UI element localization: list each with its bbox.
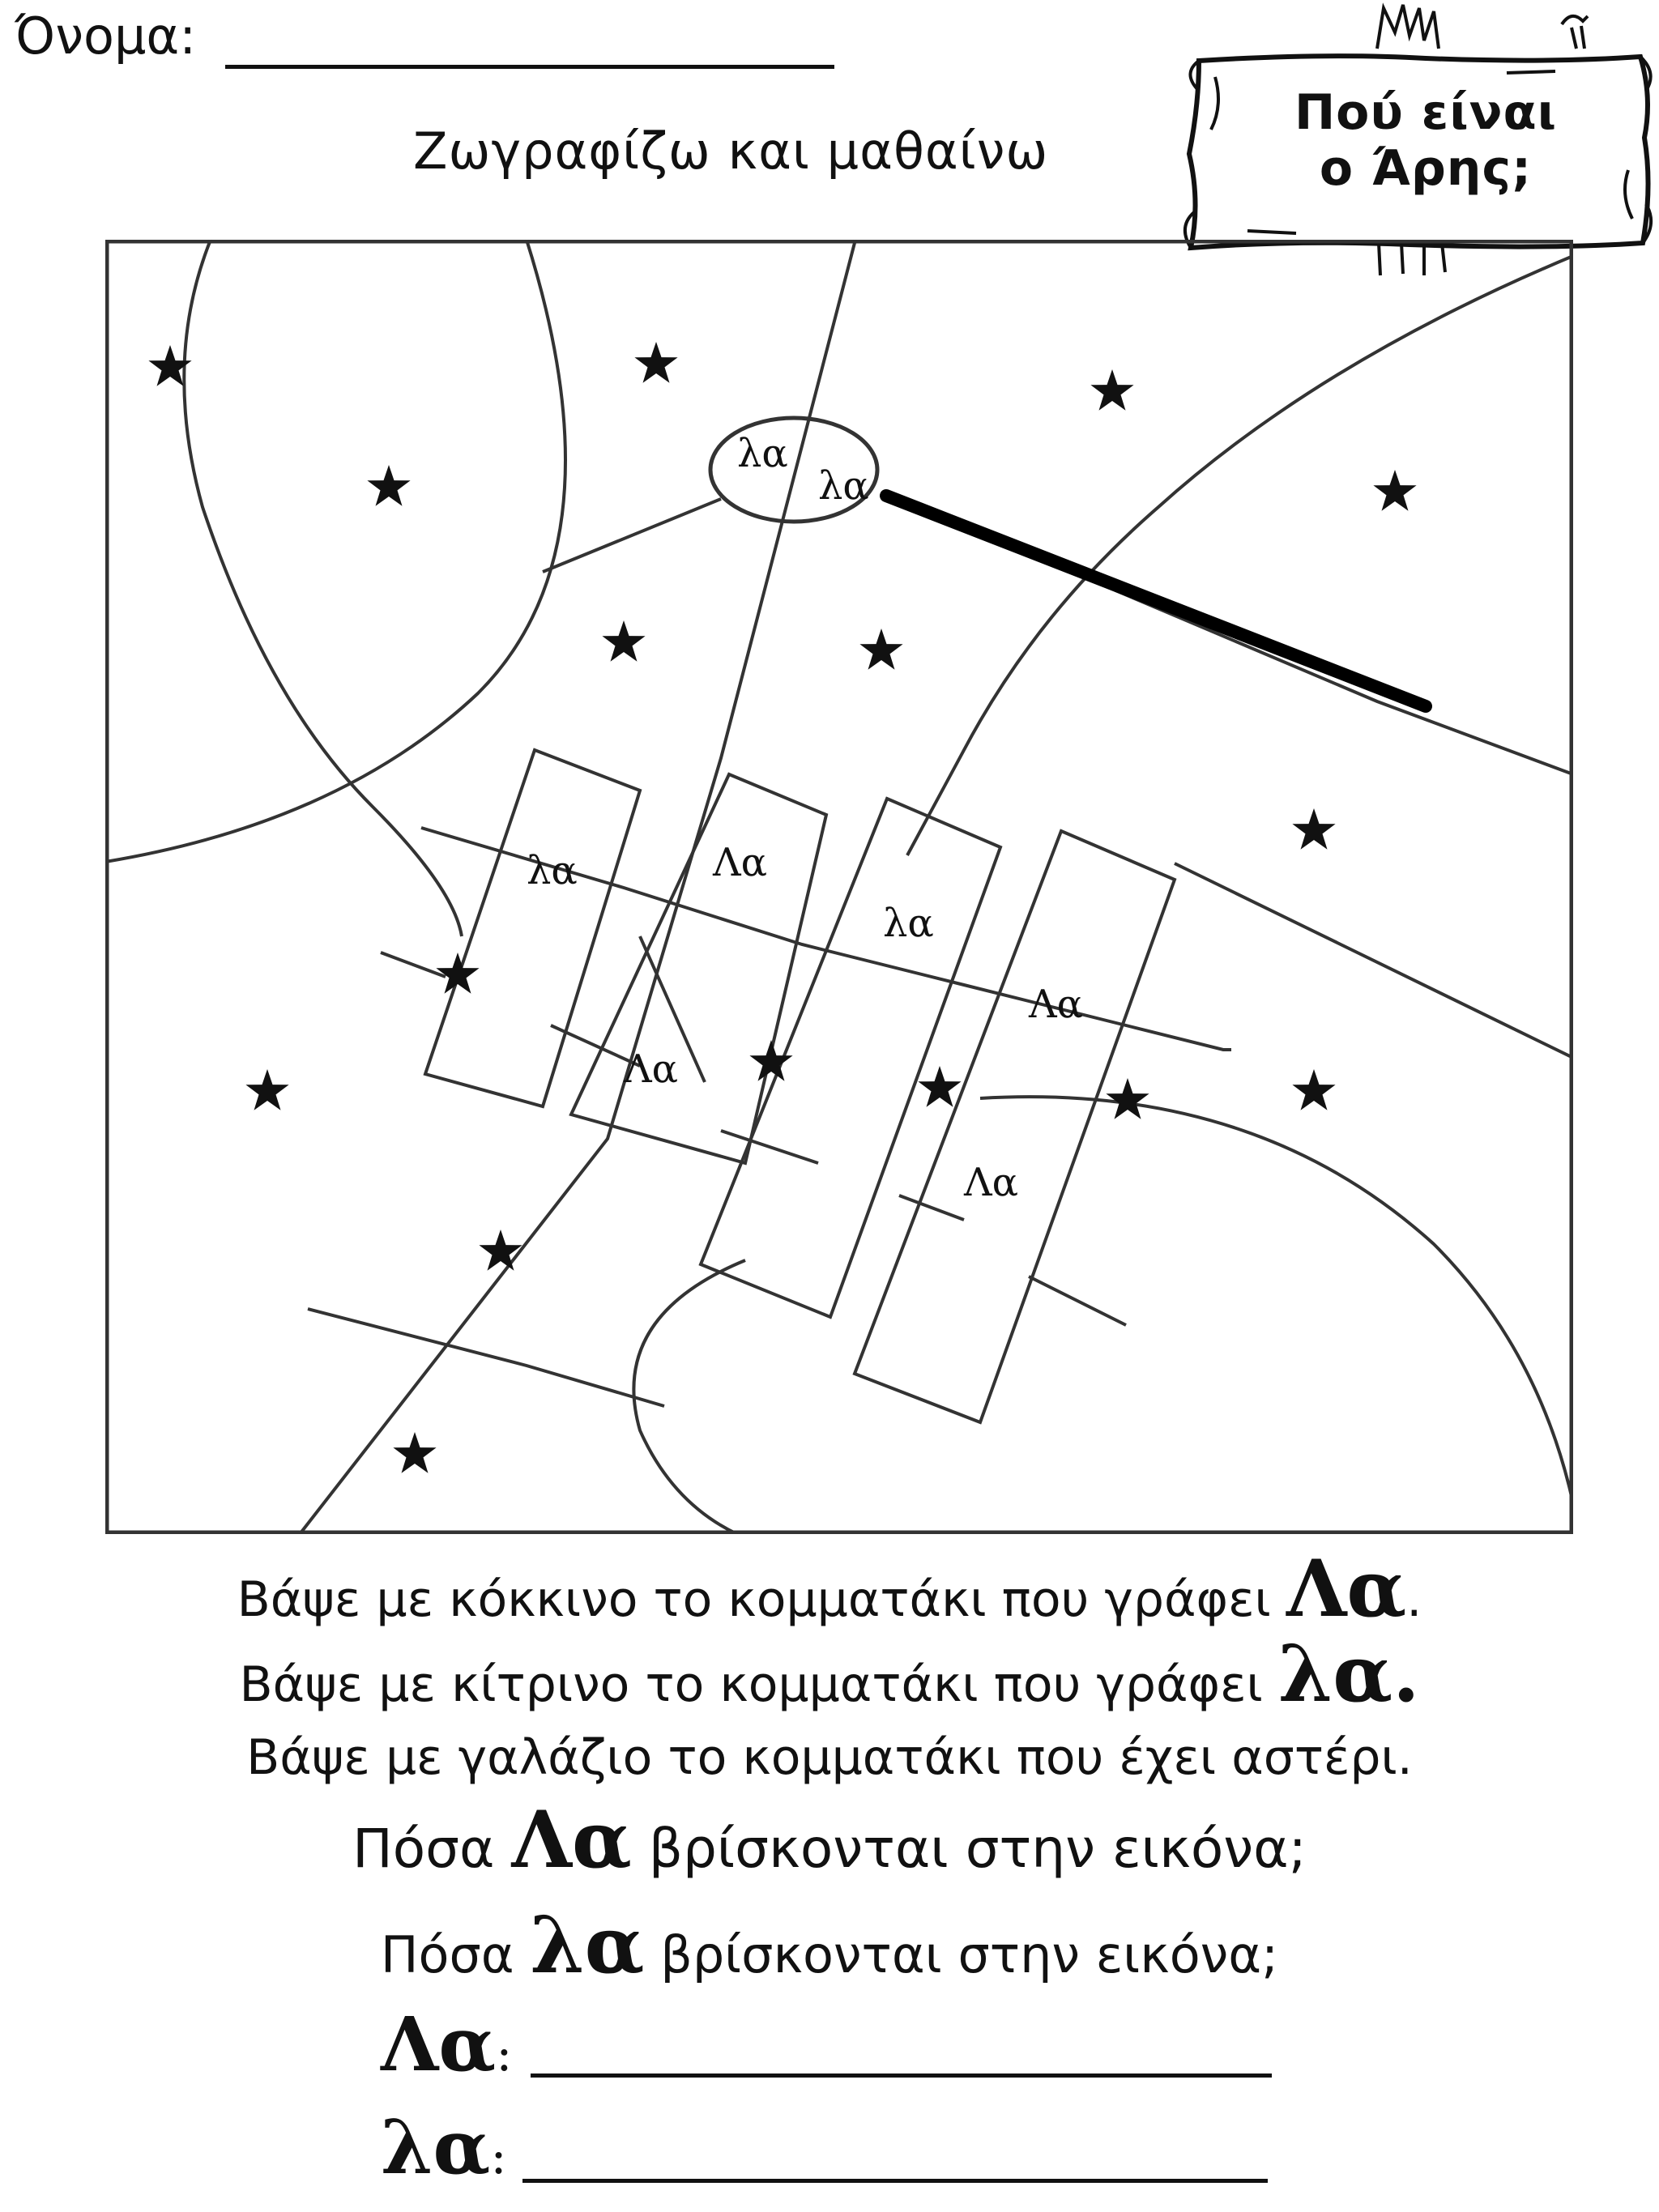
- sign-title: [1280, 85, 1572, 197]
- syllable-big: Λα: [511, 1794, 632, 1886]
- coloring-puzzle[interactable]: [105, 240, 1573, 1534]
- answer-syllable: λα: [381, 2103, 491, 2191]
- instruction-text: Βάψε με κίτρινο το κομματάκι που γράφει: [239, 1656, 1278, 1713]
- name-label: Όνομα:: [15, 6, 197, 66]
- star-icon[interactable]: [602, 620, 645, 662]
- question-small: [0, 1899, 1659, 1991]
- puzzle-label: Λα: [1029, 982, 1084, 1027]
- instruction-end: .: [1406, 1571, 1422, 1628]
- star-icon[interactable]: [367, 465, 410, 506]
- star-icon[interactable]: [479, 1230, 522, 1271]
- question-text: Πόσα: [380, 1925, 531, 1984]
- star-icon[interactable]: [1373, 470, 1416, 511]
- syllable-big: Λα: [1286, 1543, 1407, 1634]
- puzzle-label: λα: [818, 463, 869, 509]
- star-icon[interactable]: [634, 342, 677, 383]
- question-end: βρίσκονται στην εικόνα;: [631, 1818, 1307, 1880]
- instruction-yellow: [0, 1628, 1659, 1720]
- puzzle-label: Λα: [964, 1160, 1019, 1205]
- star-icon[interactable]: [1106, 1078, 1149, 1119]
- answer-small-field[interactable]: [522, 2179, 1268, 2183]
- puzzle-label: Λα: [713, 840, 768, 885]
- instruction-text: Βάψε με γαλάζιο το κομματάκι που έχει αστέρι.: [246, 1729, 1413, 1786]
- answer-syllable: Λα: [381, 2001, 497, 2088]
- star-icon[interactable]: [1292, 1069, 1335, 1110]
- star-icon[interactable]: [859, 629, 902, 670]
- question-text: Πόσα: [352, 1818, 512, 1880]
- answer-small-label: [381, 2103, 507, 2191]
- answer-big-label: [381, 2001, 513, 2088]
- answer-colon: :: [490, 2129, 507, 2185]
- page-subtitle: Ζωγραφίζω και μαθαίνω: [413, 121, 1049, 181]
- syllable-small: λα: [1277, 1628, 1393, 1720]
- puzzle-label: λα: [737, 431, 788, 476]
- star-icon[interactable]: [393, 1432, 436, 1473]
- sign-line-2: ο Άρης;: [1319, 140, 1533, 197]
- instruction-blue: [0, 1729, 1659, 1786]
- star-icon[interactable]: [1090, 369, 1133, 411]
- answer-big-field[interactable]: [531, 2073, 1272, 2078]
- name-field-line[interactable]: [225, 65, 834, 69]
- puzzle-label: λα: [527, 848, 578, 893]
- star-icon[interactable]: [245, 1069, 288, 1110]
- star-icon[interactable]: [918, 1066, 961, 1107]
- question-big: [0, 1794, 1659, 1886]
- star-icon[interactable]: [436, 953, 479, 994]
- instruction-red: [0, 1543, 1659, 1634]
- syllable-small: λα: [530, 1899, 645, 1991]
- sign-line-1: Πού είναι: [1294, 84, 1558, 141]
- puzzle-label: λα: [883, 901, 934, 946]
- answer-colon: :: [496, 2026, 513, 2082]
- star-icon[interactable]: [1292, 808, 1335, 850]
- instruction-text: Βάψε με κόκκινο το κομματάκι που γράφει: [237, 1571, 1286, 1628]
- instruction-end: .: [1392, 1628, 1420, 1720]
- puzzle-label: Λα: [624, 1046, 679, 1092]
- question-end: βρίσκονται στην εικόνα;: [644, 1925, 1279, 1984]
